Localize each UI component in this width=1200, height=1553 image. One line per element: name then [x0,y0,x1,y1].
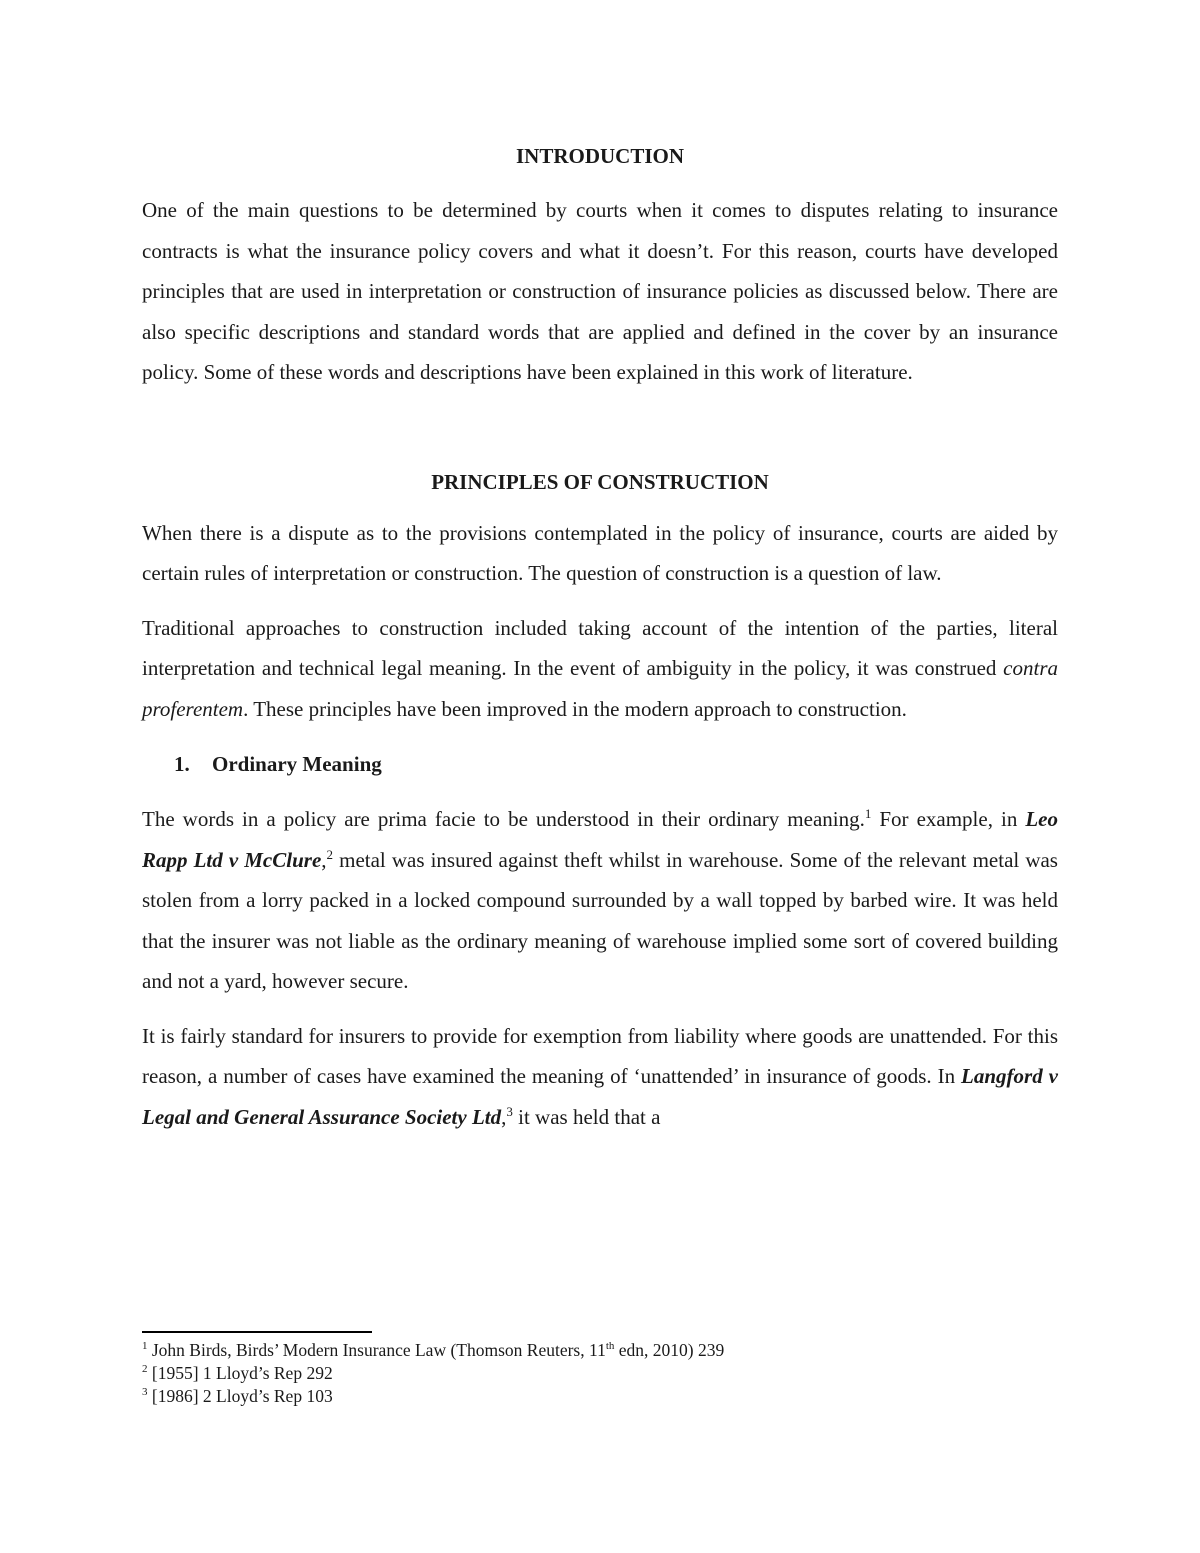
ordinary-meaning-paragraph-2 [142,1016,1058,1138]
footnote-ref-3[interactable]: 3 [506,1103,513,1119]
footnote-number: 1 [142,1340,148,1353]
paragraph-text: Traditional approaches to construction included taking account of the intention of the parties, literal interpretation and technical legal meaning. In the event of ambiguity in the policy, it was construed [142,615,1058,680]
ordinary-meaning-heading [142,744,1058,784]
footnote-ref-2[interactable]: 2 [326,846,334,862]
paragraph-text: For example, in [871,807,1026,831]
intro-paragraph: One of the main questions to be determined by courts when it comes to disputes relating to insurance contracts is what the insurance policy covers and what it doesn’t. For this reason, courts have developed principles that are used in interpretation or construction of insurance policies as discussed below. There are also specific descriptions and standard words that are applied and defined in the cover by an insurance policy. Some of these words and descriptions have been explained in this work of literature. [142,198,1058,384]
paragraph-text: , [321,847,327,872]
footnote-superscript: th [605,1340,615,1353]
footnote-3 [142,1385,1058,1408]
case-name: Langford v Legal and General Assurance Society Ltd [142,1064,1058,1129]
latin-term: contra proferentem [142,656,1058,721]
paragraph-text: It is fairly standard for insurers to provide for exemption from liability where goods are unattended. For this reason, a number of cases have examined the meaning of ‘unattended’ in insurance of goods. In [142,1023,1058,1088]
section-title: Ordinary Meaning [212,752,382,776]
footnote-separator [142,1331,372,1333]
paragraph-text: . These principles have been improved in the modern approach to construction. [243,696,907,721]
footnotes [142,1339,1058,1408]
footnote-2 [142,1362,1058,1385]
ordinary-meaning-paragraph-1 [142,799,1058,1002]
intro-heading: INTRODUCTION [515,144,685,168]
footnote-1 [142,1339,1058,1362]
footnote-text: John Birds, Birds’ Modern Insurance Law (Thomson Reuters, 11 [147,1340,606,1360]
footnote-text: edn, 2010) 239 [614,1340,725,1360]
principles-paragraph-1: When there is a dispute as to the provisions contemplated in the policy of insurance, courts are aided by certain rules of interpretation or construction. The question of construction is a question of law. [142,520,1058,585]
footnote-text: [1986] 2 Lloyd’s Rep 103 [147,1386,333,1406]
section-number: 1. [174,752,190,776]
principles-heading: PRINCIPLES OF CONSTRUCTION [431,469,769,494]
footnote-number: 3 [142,1386,148,1399]
principles-paragraph-2 [142,608,1058,730]
footnote-ref-1[interactable]: 1 [864,806,872,821]
case-name: Leo Rapp Ltd v McClure [142,807,1058,872]
paragraph-text: it was held that a [512,1104,661,1129]
paragraph-text: The words in a policy are prima facie to be understood in their ordinary meaning. [142,807,865,831]
paragraph-text: , [501,1104,507,1129]
paragraph-text: metal was insured against theft whilst in warehouse. Some of the relevant metal was stolen from a lorry packed in a locked compound surrounded by a wall topped by barbed wire. It was held that the insurer was not liable as the ordinary meaning of warehouse implied some sort of covered building and not a yard, however secure. [142,847,1058,993]
footnote-text: [1955] 1 Lloyd’s Rep 292 [147,1363,333,1383]
document-body [142,138,1058,1137]
footnote-number: 2 [142,1363,148,1376]
